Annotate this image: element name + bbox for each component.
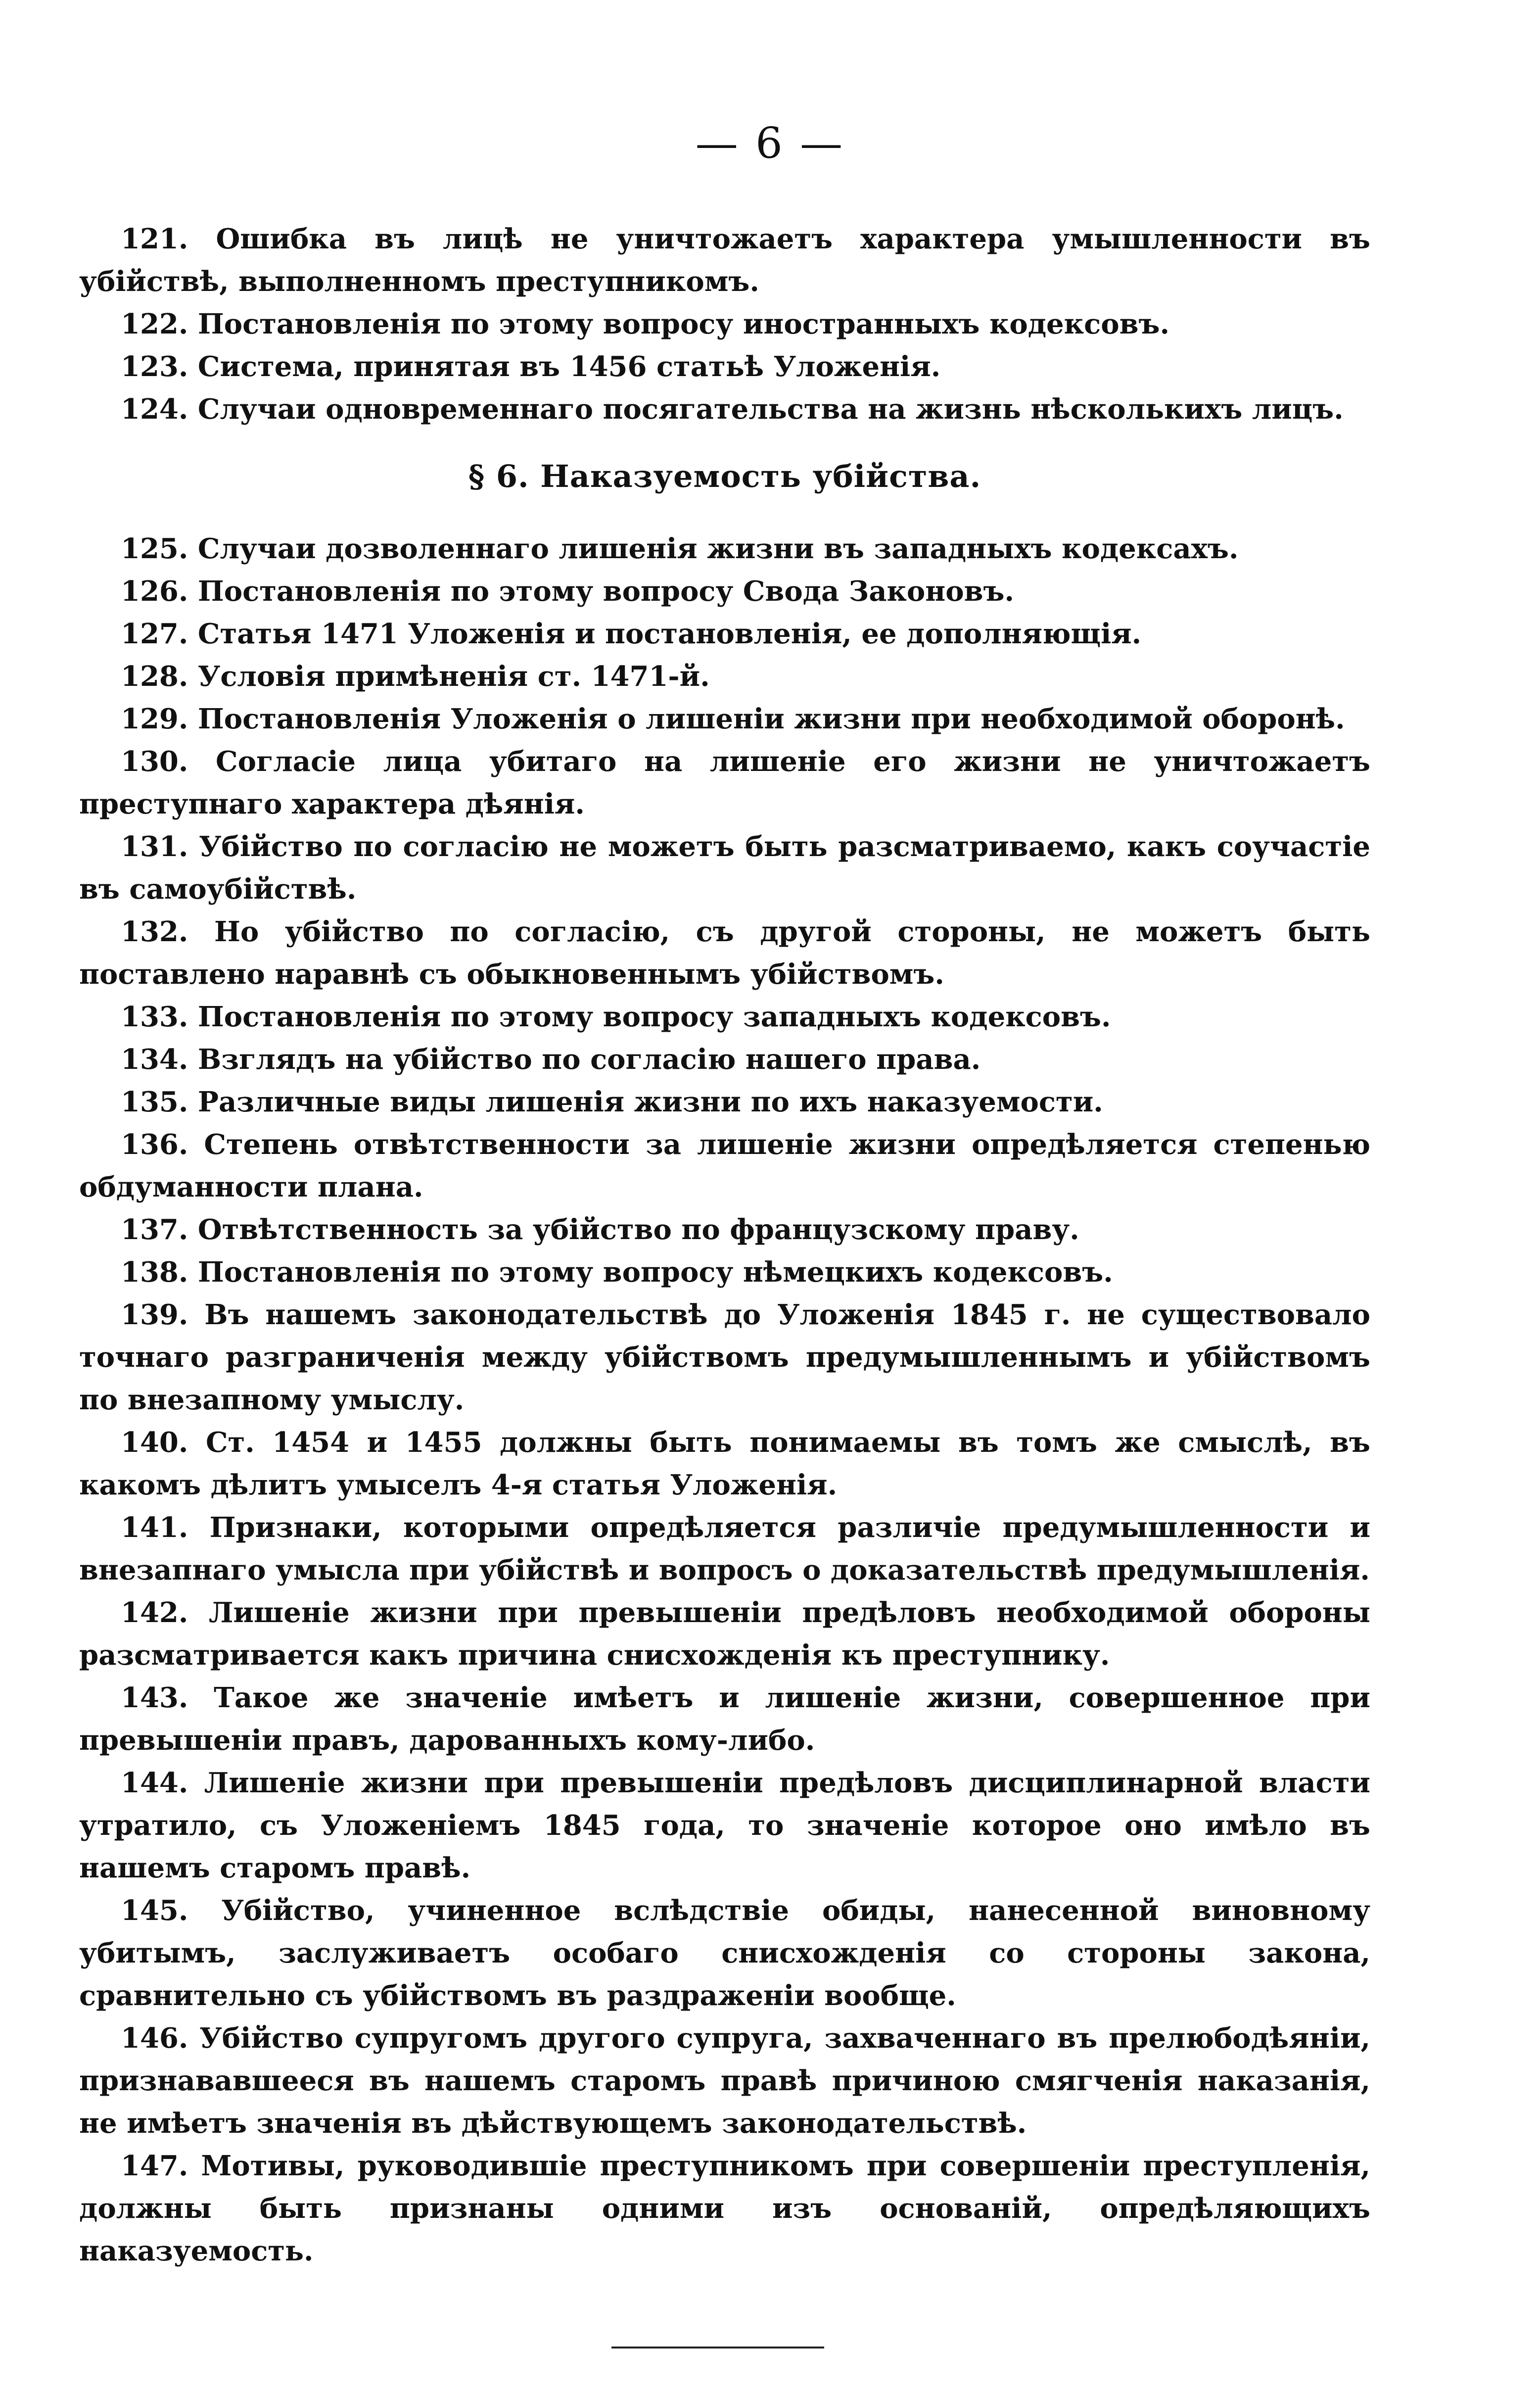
paragraph-number: 132.	[121, 915, 188, 948]
paragraph-text: Согласіе лица убитаго на лишеніе его жизни не уничтожаетъ преступнаго характера дѣянія.	[79, 745, 1370, 820]
paragraph-number: 134.	[121, 1043, 188, 1076]
numbered-paragraph	[79, 1251, 1370, 1294]
numbered-paragraph	[79, 527, 1370, 570]
paragraph-number: 144.	[121, 1767, 188, 1799]
paragraph-text: Постановленія по этому вопросу Свода Законовъ.	[197, 575, 1014, 608]
bottom-rule	[611, 2347, 824, 2348]
paragraph-number: 141.	[121, 1511, 188, 1544]
numbered-paragraph	[79, 1123, 1370, 1208]
numbered-paragraph	[79, 388, 1370, 431]
numbered-paragraph	[79, 825, 1370, 910]
paragraph-text: Случаи одновременнаго посягательства на жизнь нѣсколькихъ лицъ.	[197, 393, 1344, 426]
paragraph-text: Лишеніе жизни при превышеніи предѣловъ необходимой обороны разсматривается какъ причина снисхожденія къ преступнику.	[79, 1596, 1371, 1672]
numbered-paragraph	[79, 570, 1370, 613]
paragraph-text: Постановленія Уложенія о лишеніи жизни при необходимой оборонѣ.	[197, 703, 1345, 735]
paragraph-number: 147.	[121, 2150, 188, 2182]
paragraph-number: 121.	[121, 223, 188, 255]
paragraph-text: Ошибка въ лицѣ не уничтожаетъ характера умышленности въ убійствѣ, выполненномъ преступникомъ.	[79, 223, 1370, 298]
paragraph-list-after	[79, 527, 1370, 2272]
paragraph-text: Отвѣтственность за убійство по французскому праву.	[197, 1213, 1079, 1246]
paragraph-text: Постановленія по этому вопросу иностранныхъ кодексовъ.	[197, 308, 1169, 340]
numbered-paragraph	[79, 1421, 1370, 1506]
paragraph-text: Ст. 1454 и 1455 должны быть понимаемы въ томъ же смыслѣ, въ какомъ дѣлитъ умыселъ 4-я статья Уложенія.	[79, 1426, 1370, 1501]
paragraph-number: 131.	[121, 830, 188, 863]
paragraph-list-before	[79, 218, 1370, 431]
paragraph-text: Убійство, учиненное вслѣдствіе обиды, нанесенной виновному убитымъ, заслуживаетъ особаго снисхожденія со стороны закона, сравнительно съ убійствомъ въ раздраженіи вообще.	[79, 1894, 1370, 2012]
paragraph-number: 133.	[121, 1001, 188, 1033]
paragraph-text: Но убійство по согласію, съ другой стороны, не можетъ быть поставлено наравнѣ съ обыкновеннымъ убійствомъ.	[79, 915, 1370, 991]
numbered-paragraph	[79, 1762, 1370, 1889]
paragraph-number: 127.	[121, 618, 188, 650]
paragraph-number: 129.	[121, 703, 188, 735]
numbered-paragraph	[79, 655, 1370, 698]
paragraph-number: 126.	[121, 575, 188, 608]
numbered-paragraph	[79, 218, 1370, 303]
paragraph-text: Признаки, которыми опредѣляется различіе предумышленности и внезапнаго умысла при убійствѣ и вопросъ о доказательствѣ предумышленія.	[79, 1511, 1371, 1586]
numbered-paragraph	[79, 613, 1370, 655]
paragraph-text: Въ нашемъ законодательствѣ до Уложенія 1845 г. не существовало точнаго разграниченія между убійствомъ предумышленнымъ и убійствомъ по внезапному умыслу.	[79, 1298, 1370, 1416]
paragraph-number: 139.	[121, 1298, 188, 1331]
paragraph-text: Различные виды лишенія жизни по ихъ наказуемости.	[197, 1086, 1103, 1118]
section-heading: § 6. Наказуемость убійства.	[468, 458, 981, 494]
paragraph-number: 122.	[121, 308, 188, 340]
paragraph-number: 140.	[121, 1426, 188, 1459]
paragraph-text: Постановленія по этому вопросу нѣмецкихъ кодексовъ.	[197, 1256, 1113, 1289]
paragraph-number: 130.	[121, 745, 188, 778]
paragraph-text: Убійство супругомъ другого супруга, захваченнаго въ прелюбодѣяніи, признававшееся въ нашемъ старомъ правѣ причиною смягченія наказанія, не имѣетъ значенія въ дѣйствующемъ законодательствѣ.	[79, 2022, 1371, 2140]
page-content	[79, 218, 1370, 2272]
numbered-paragraph	[79, 2017, 1370, 2145]
numbered-paragraph	[79, 1591, 1370, 1677]
paragraph-text: Мотивы, руководившіе преступникомъ при совершеніи преступленія, должны быть признаны одними изъ основаній, опредѣляющихъ наказуемость.	[79, 2150, 1370, 2267]
paragraph-text: Убійство по согласію не можетъ быть разсматриваемо, какъ соучастіе въ самоубійствѣ.	[79, 830, 1370, 906]
numbered-paragraph	[79, 1294, 1370, 1421]
numbered-paragraph	[79, 1038, 1370, 1081]
numbered-paragraph	[79, 2145, 1370, 2272]
paragraph-number: 146.	[121, 2022, 188, 2055]
numbered-paragraph	[79, 1677, 1370, 1762]
numbered-paragraph	[79, 1506, 1370, 1591]
paragraph-number: 142.	[121, 1596, 188, 1629]
paragraph-text: Лишеніе жизни при превышеніи предѣловъ дисциплинарной власти утратило, съ Уложеніемъ 1845 года, то значеніе которое оно имѣло въ нашемъ старомъ правѣ.	[79, 1767, 1370, 1884]
paragraph-number: 145.	[121, 1894, 188, 1927]
paragraph-text: Система, принятая въ 1456 статьѣ Уложенія.	[197, 350, 941, 383]
paragraph-number: 125.	[121, 532, 188, 565]
paragraph-text: Степень отвѣтственности за лишеніе жизни опредѣляется степенью обдуманности плана.	[79, 1128, 1371, 1203]
page-number: — 6 —	[695, 119, 845, 168]
paragraph-number: 123.	[121, 350, 188, 383]
paragraph-number: 128.	[121, 660, 188, 693]
paragraph-number: 136.	[121, 1128, 188, 1161]
numbered-paragraph	[79, 1889, 1370, 2017]
numbered-paragraph	[79, 740, 1370, 825]
paragraph-text: Статья 1471 Уложенія и постановленія, ее дополняющія.	[197, 618, 1142, 650]
paragraph-number: 143.	[121, 1681, 188, 1714]
numbered-paragraph	[79, 910, 1370, 996]
paragraph-text: Случаи дозволеннаго лишенія жизни въ западныхъ кодексахъ.	[197, 532, 1239, 565]
numbered-paragraph	[79, 303, 1370, 345]
paragraph-text: Такое же значеніе имѣетъ и лишеніе жизни, совершенное при превышеніи правъ, дарованныхъ кому-либо.	[79, 1681, 1370, 1757]
paragraph-number: 124.	[121, 393, 188, 426]
paragraph-number: 137.	[121, 1213, 188, 1246]
paragraph-number: 138.	[121, 1256, 188, 1289]
numbered-paragraph	[79, 1081, 1370, 1123]
numbered-paragraph	[79, 1208, 1370, 1251]
numbered-paragraph	[79, 996, 1370, 1038]
paragraph-text: Условія примѣненія ст. 1471-й.	[197, 660, 710, 693]
paragraph-number: 135.	[121, 1086, 188, 1118]
numbered-paragraph	[79, 345, 1370, 388]
paragraph-text: Взглядъ на убійство по согласію нашего права.	[197, 1043, 981, 1076]
paragraph-text: Постановленія по этому вопросу западныхъ кодексовъ.	[197, 1001, 1111, 1033]
numbered-paragraph	[79, 698, 1370, 740]
